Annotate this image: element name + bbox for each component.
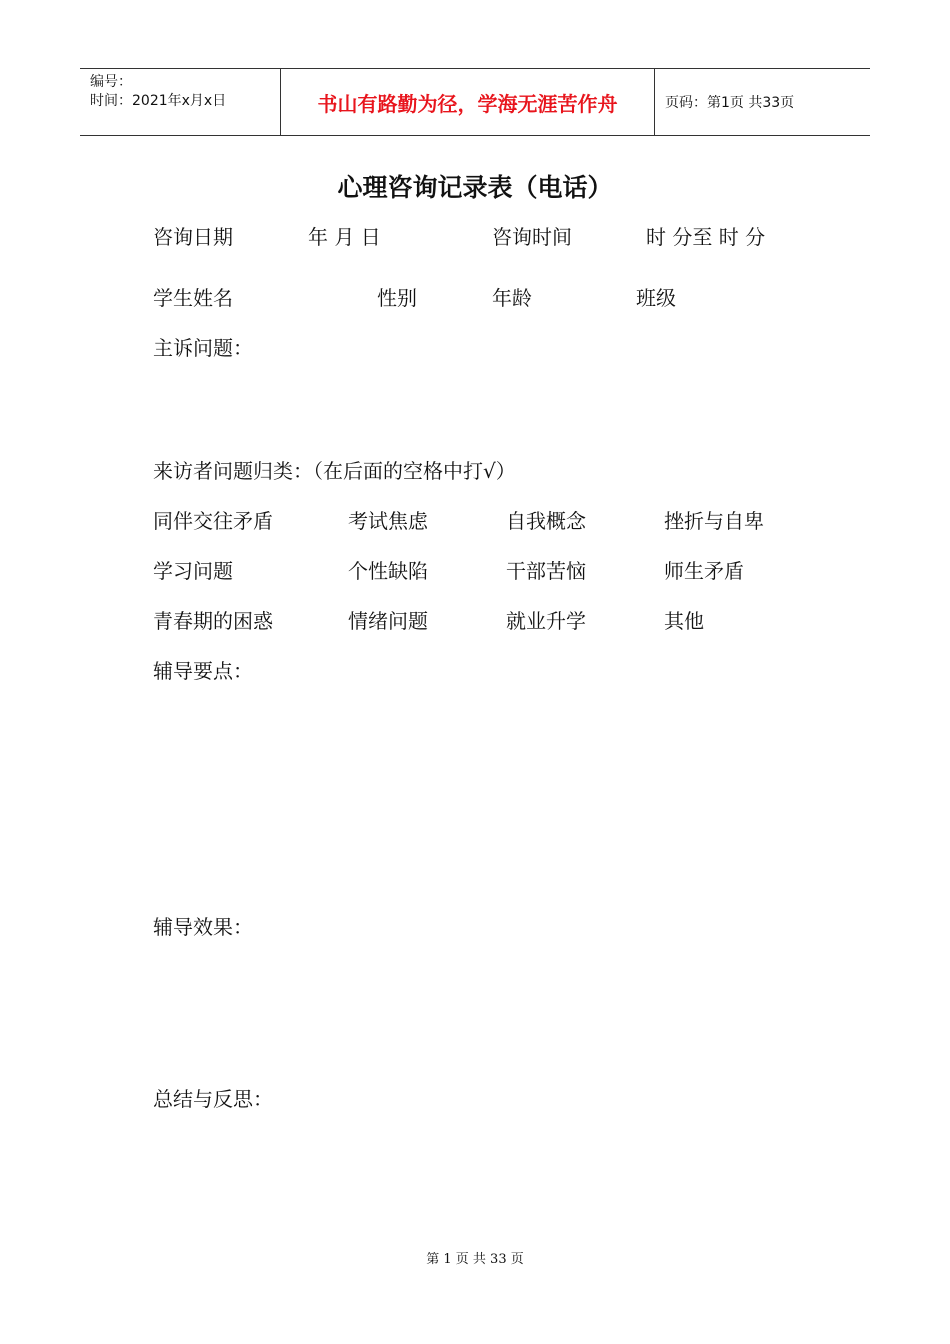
category-item: 个性缺陷 bbox=[348, 559, 428, 583]
guidance-points-label: 辅导要点： bbox=[153, 659, 253, 683]
category-item: 学习问题 bbox=[153, 559, 233, 583]
complaint-label: 主诉问题： bbox=[153, 336, 253, 360]
category-item: 考试焦虑 bbox=[348, 509, 428, 533]
date-blanks: 年 月 日 bbox=[308, 225, 381, 249]
category-item: 自我概念 bbox=[506, 509, 586, 533]
category-item: 挫折与自卑 bbox=[664, 509, 764, 533]
page-footer: 第 1 页 共 33 页 bbox=[426, 1252, 524, 1267]
page-header bbox=[80, 68, 870, 136]
category-item: 情绪问题 bbox=[348, 609, 428, 633]
document-title: 心理咨询记录表（电话） bbox=[337, 173, 613, 202]
name-label: 学生姓名 bbox=[153, 286, 233, 310]
category-label: 来访者问题归类：（在后面的空格中打√） bbox=[153, 459, 516, 483]
header-meta bbox=[80, 69, 281, 135]
time-label: 时间：2021年x月x日 bbox=[90, 93, 227, 109]
date-label: 咨询日期 bbox=[153, 225, 233, 249]
guidance-effect-label: 辅导效果： bbox=[153, 915, 253, 939]
summary-label: 总结与反思： bbox=[153, 1087, 273, 1111]
time-label: 咨询时间 bbox=[492, 225, 572, 249]
gender-label: 性别 bbox=[377, 286, 417, 310]
age-label: 年龄 bbox=[492, 286, 532, 310]
class-label: 班级 bbox=[636, 286, 676, 310]
category-item: 师生矛盾 bbox=[664, 559, 744, 583]
time-blanks: 时 分至 时 分 bbox=[646, 225, 766, 249]
category-item: 其他 bbox=[664, 609, 704, 633]
number-label: 编号： bbox=[90, 74, 132, 90]
category-item: 干部苦恼 bbox=[506, 559, 586, 583]
category-item: 青春期的困惑 bbox=[153, 609, 273, 633]
category-item: 同伴交往矛盾 bbox=[153, 509, 273, 533]
category-item: 就业升学 bbox=[506, 609, 586, 633]
header-motto: 书山有路勤为径，学海无涯苦作舟 bbox=[281, 69, 655, 135]
header-page-info: 页码：第1页 共33页 bbox=[665, 95, 795, 111]
